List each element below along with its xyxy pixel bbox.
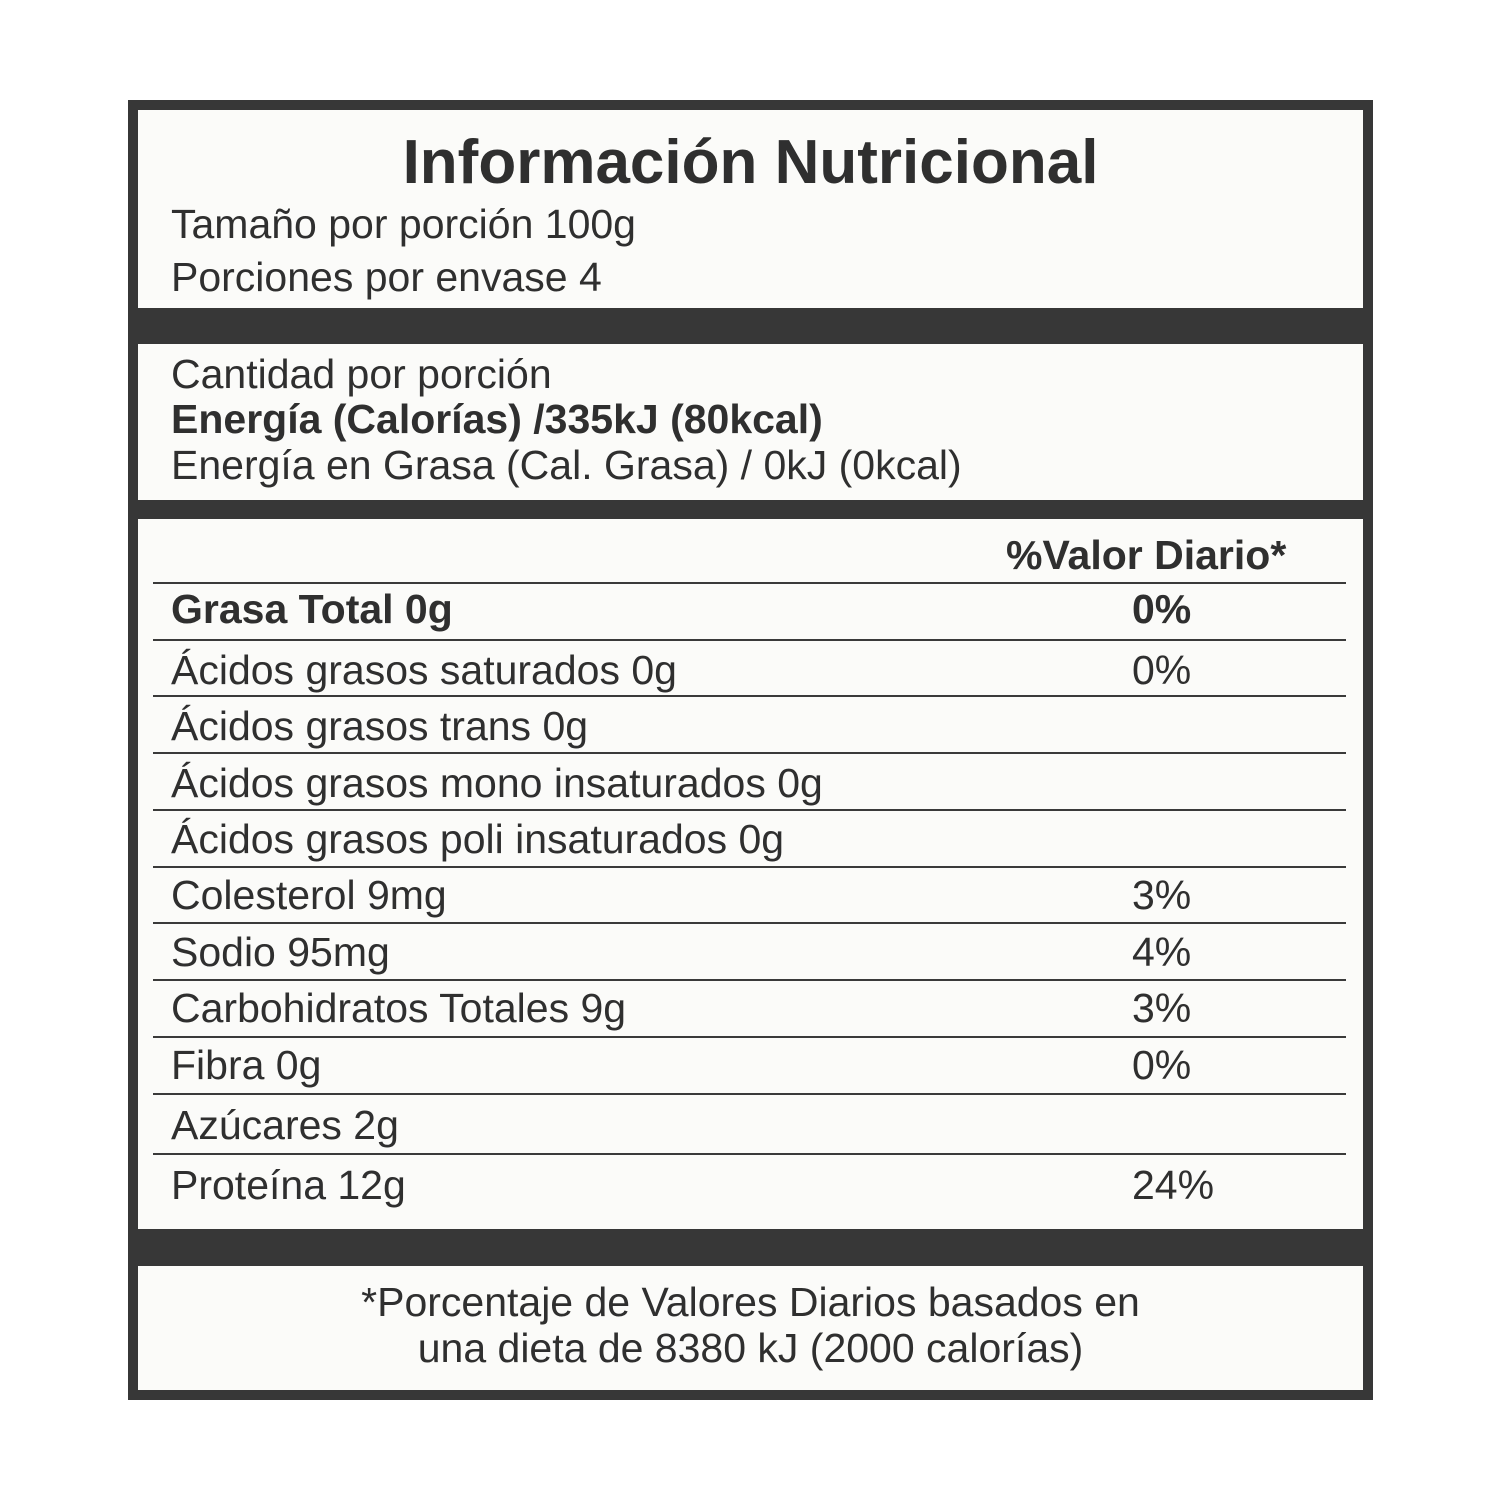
table-divider	[153, 1093, 1346, 1095]
table-divider	[153, 752, 1346, 754]
footnote-line-1: *Porcentaje de Valores Diarios basados en	[361, 1279, 1140, 1325]
nutrient-daily-value: 0%	[1132, 1042, 1192, 1088]
nutrient-name: Ácidos grasos saturados 0g	[171, 647, 677, 693]
nutrient-name: Ácidos grasos poli insaturados 0g	[171, 816, 785, 862]
table-divider	[153, 1036, 1346, 1038]
fat-calories-line: Energía en Grasa (Cal. Grasa) / 0kJ (0kcal)	[171, 442, 962, 488]
footnote-line-2: una dieta de 8380 kJ (2000 calorías)	[417, 1325, 1084, 1371]
daily-value-header: %Valor Diario*	[1006, 532, 1287, 578]
nutrient-daily-value: 4%	[1132, 929, 1192, 975]
table-divider	[153, 866, 1346, 868]
header-section	[138, 110, 1363, 308]
nutrient-name: Proteína 12g	[171, 1162, 406, 1208]
nutrient-daily-value: 3%	[1132, 872, 1192, 918]
nutrient-daily-value: 0%	[1132, 586, 1192, 632]
nutrient-name: Ácidos grasos mono insaturados 0g	[171, 760, 823, 806]
nutrient-name: Sodio 95mg	[171, 929, 390, 975]
nutrient-name: Fibra 0g	[171, 1042, 322, 1088]
table-divider	[153, 1153, 1346, 1155]
amount-per-serving-label: Cantidad por porción	[171, 351, 552, 397]
table-divider	[153, 979, 1346, 981]
nutrient-name: Azúcares 2g	[171, 1102, 399, 1148]
table-divider	[153, 809, 1346, 811]
nutrient-name: Grasa Total 0g	[171, 586, 453, 632]
footnote-section	[138, 1266, 1363, 1390]
nutrient-name: Colesterol 9mg	[171, 872, 447, 918]
table-divider	[153, 922, 1346, 924]
nutrient-daily-value: 24%	[1132, 1162, 1215, 1208]
nutrients-table	[138, 519, 1363, 1229]
serving-size: Tamaño por porción 100g	[171, 201, 636, 247]
table-divider	[153, 695, 1346, 697]
nutrition-facts-panel	[128, 100, 1373, 1400]
nutrient-name: Ácidos grasos trans 0g	[171, 703, 589, 749]
label-title: Información Nutricional	[402, 128, 1099, 197]
calories-line: Energía (Calorías) /335kJ (80kcal)	[171, 396, 823, 442]
nutrient-daily-value: 3%	[1132, 985, 1192, 1031]
nutrient-name: Carbohidratos Totales 9g	[171, 985, 627, 1031]
table-divider	[153, 582, 1346, 584]
energy-section	[138, 344, 1363, 500]
table-divider	[153, 639, 1346, 641]
servings-per-container: Porciones por envase 4	[171, 254, 602, 300]
nutrient-daily-value: 0%	[1132, 647, 1192, 693]
